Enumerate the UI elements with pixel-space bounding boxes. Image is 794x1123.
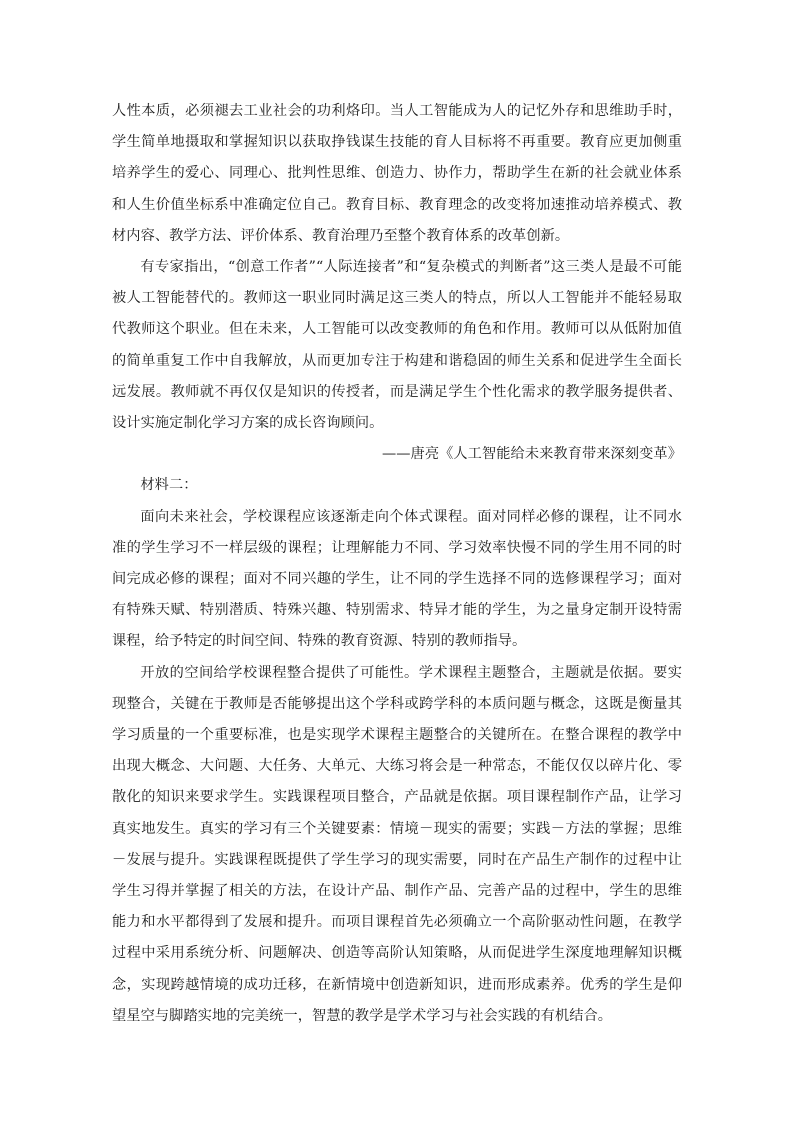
- paragraph-expert-view: 有专家指出，“创意工作者”“人际连接者”和“复杂模式的判断者”这三类人是最不可能被人工智能替代的。教师这一职业同时满足这三类人的特点，所以人工智能并不能轻易取代教师这个职业。但在未来，人工智能可以改变教师的角色和作用。教师可以从低附加值的简单重复工作中自我解放，从而更加专注于构建和谐稳固的师生关系和促进学生全面长远发展。教师就不再仅仅是知识的传授者，而是满足学生个性化需求的教学服务提供者、设计实施定制化学习方案的成长咨询顾问。: [112, 259, 682, 432]
- paragraph-individual-curriculum: 面向未来社会，学校课程应该逐渐走向个体式课程。面对同样必修的课程，让不同水准的学生学习不一样层级的课程；让理解能力不同、学习效率快慢不同的学生用不同的时间完成必修的课程；面对不同兴趣的学生，让不同的学生选择不同的选修课程学习；面对有特殊天赋、特别潜质、特殊兴趣、特别需求、特异才能的学生，为之量身定制开设特需课程，给予特定的时间空间、特殊的教育资源、特别的教师指导。: [112, 508, 682, 650]
- document-body: [112, 96, 682, 1032]
- material-two-label: 材料二：: [140, 477, 198, 494]
- source-attribution: ——唐亮《人工智能给未来教育带来深刻变革》: [381, 446, 682, 463]
- paragraph-curriculum-integration: 开放的空间给学校课程整合提供了可能性。学术课程主题整合，主题就是依据。要实现整合，关键在于教师是否能够提出这个学科或跨学科的本质问题与概念，这既是衡量其学习质量的一个重要标准，也是实现学术课程主题整合的关键所在。在整合课程的教学中出现大概念、大问题、大任务、大单元、大练习将会是一种常态，不能仅仅以碎片化、零散化的知识来要求学生。实践课程项目整合，产品就是依据。项目课程制作产品，让学习真实地发生。真实的学习有三个关键要素：情境－现实的需要；实践－方法的掌握；思维－发展与提升。实践课程既提供了学生学习的现实需要，同时在产品生产制作的过程中让学生习得并掌握了相关的方法，在设计产品、制作产品、完善产品的过程中，学生的思维能力和水平都得到了发展和提升。而项目课程首先必须确立一个高阶驱动性问题，在教学过程中采用系统分析、问题解决、创造等高阶认知策略，从而促进学生深度地理解知识概念，实现跨越情境的成功迁移，在新情境中创造新知识，进而形成素养。优秀的学生是仰望星空与脚踏实地的完美统一，智慧的教学是学术学习与社会实践的有机结合。: [112, 664, 682, 1024]
- paragraph-continued: 人性本质，必须褪去工业社会的功利烙印。当人工智能成为人的记忆外存和思维助手时，学生简单地摄取和掌握知识以获取挣钱谋生技能的育人目标将不再重要。教育应更加侧重培养学生的爱心、同理心、批判性思维、创造力、协作力，帮助学生在新的社会就业体系和人生价值坐标系中准确定位自己。教育目标、教育理念的改变将加速推动培养模式、教材内容、教学方法、评价体系、教育治理乃至整个教育体系的改革创新。: [112, 103, 682, 244]
